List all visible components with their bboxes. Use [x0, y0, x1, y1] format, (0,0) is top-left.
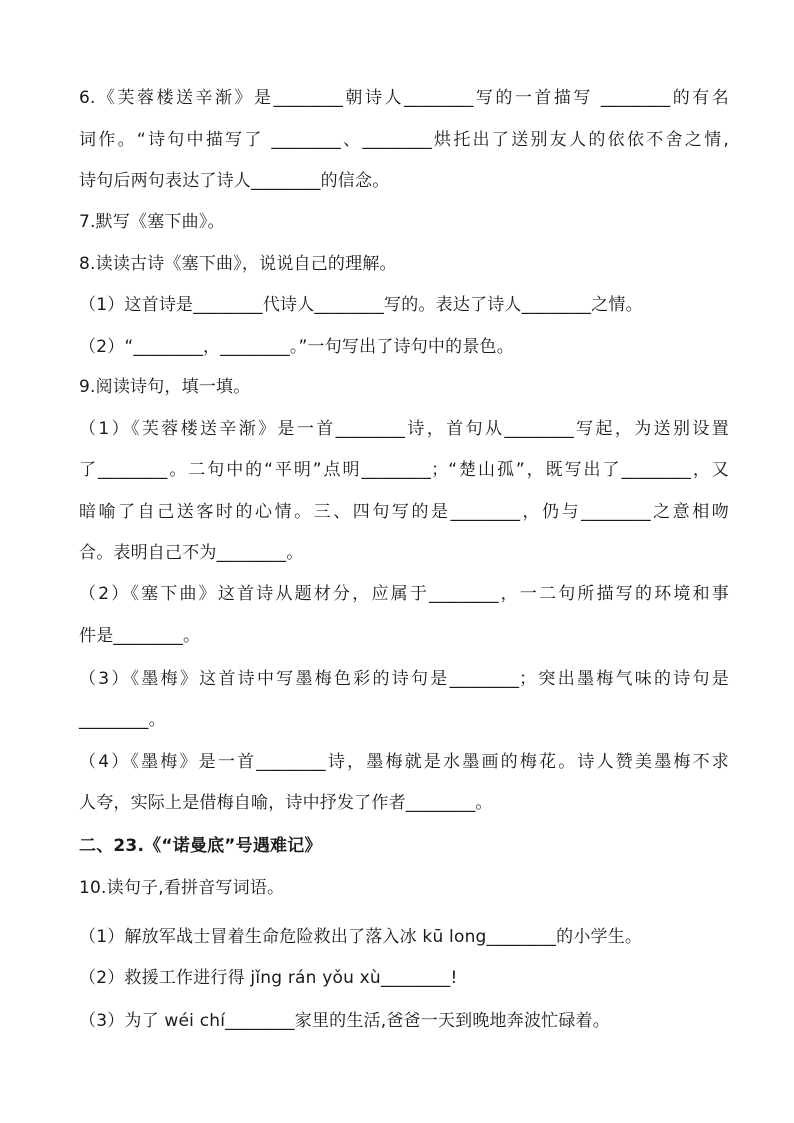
q9-sub4-line-1: （4）《墨梅》是一首________诗，墨梅就是水墨画的梅花。诗人赞美墨梅不求: [79, 752, 729, 772]
q6-line-3: 诗句后两句表达了诗人________的信念。: [79, 171, 390, 191]
q9-sub3-line-1: （3）《墨梅》这首诗中写墨梅色彩的诗句是________；突出墨梅气味的诗句是: [79, 669, 729, 689]
q9-sub1-line-4: 合。表明自己不为________。: [79, 543, 304, 563]
q6-line-2: 词作。“诗句中描写了 ________、________烘托出了送别友人的依依不舍之情,: [79, 130, 729, 150]
q9-sub3-line-2: ________。: [79, 710, 166, 730]
q10-sub1: （1）解放军战士冒着生命危险救出了落入冰 kū long________的小学生。: [79, 927, 643, 947]
q8-sub1: （1）这首诗是________代诗人________写的。表达了诗人________之情。: [79, 295, 643, 315]
q9-sub1-line-2: 了________。二句中的“平明”点明________；“楚山孤”，既写出了________，又: [79, 460, 729, 480]
q9-sub1-line-1: （1）《芙蓉楼送辛渐》是一首________诗，首句从________写起，为送别设置: [79, 419, 729, 439]
q8-sub2: （2）“________，________。”一句写出了诗句中的景色。: [79, 337, 514, 357]
q10-sub2: （2）救援工作进行得 jǐng rán yǒu xù________!: [79, 968, 458, 988]
section-heading: 二、23.《“诺曼底”号遇难记》: [79, 836, 322, 856]
q9-line: 9.阅读诗句，填一填。: [79, 377, 251, 397]
q9-sub1-line-3: 暗喻了自己送客时的心情。三、四句写的是________，仍与________之意相吻: [79, 502, 729, 522]
q10-line: 10.读句子,看拼音写词语。: [79, 878, 285, 898]
q6-line-1: 6.《芙蓉楼送辛渐》是________朝诗人________写的一首描写 ________的有名: [79, 88, 729, 108]
q10-sub3: （3）为了 wéi chí________家里的生活,爸爸一天到晚地奔波忙碌着。: [79, 1011, 610, 1031]
q9-sub2-line-2: 件是________。: [79, 626, 201, 646]
q7-line: 7.默写《塞下曲》。: [79, 212, 225, 232]
q8-line: 8.读读古诗《塞下曲》，说说自己的理解。: [79, 254, 397, 274]
q9-sub2-line-1: （2）《塞下曲》这首诗从题材分，应属于________，一二句所描写的环境和事: [79, 584, 729, 604]
q9-sub4-line-2: 人夸，实际上是借梅自喻，诗中抒发了作者________。: [79, 793, 493, 813]
